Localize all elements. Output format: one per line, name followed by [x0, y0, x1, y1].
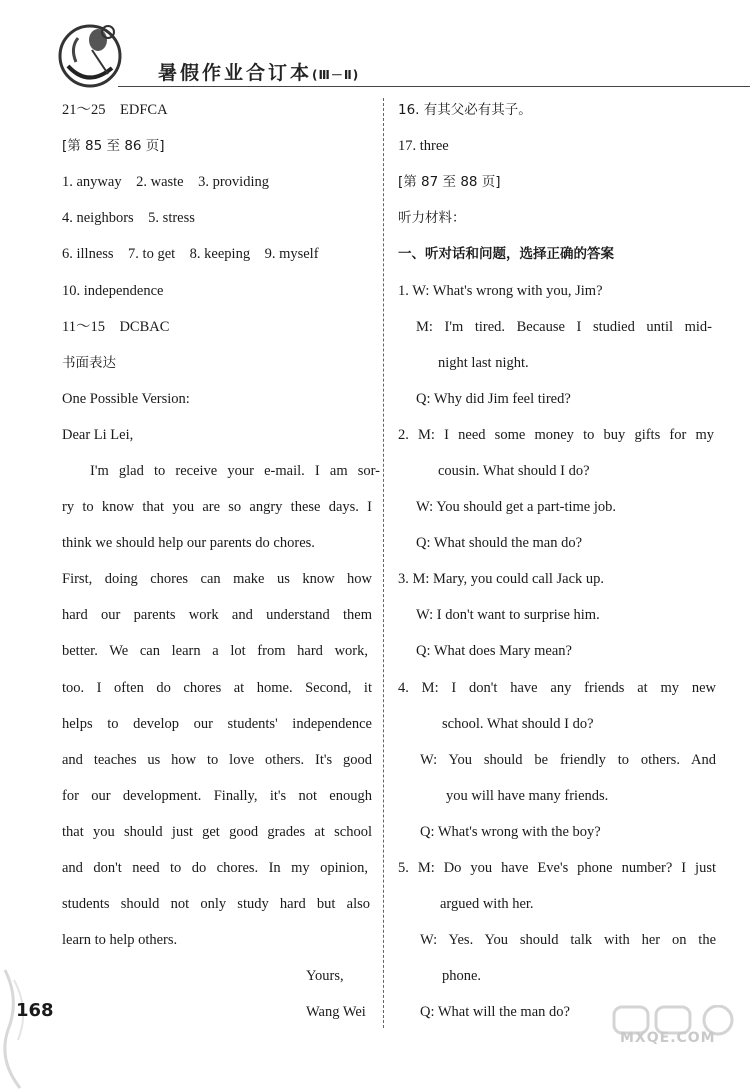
section-heading: 听力材料：	[398, 210, 466, 226]
letter-line: ry to know that you are so angry these days. I	[62, 499, 372, 515]
section-heading: 一、听对话和问题，选择正确的答案	[398, 246, 614, 262]
letter-line: First, doing chores can make us know how	[62, 571, 372, 587]
page-number: 168	[16, 1000, 54, 1021]
dialogue-line: Q: What should the man do?	[416, 535, 583, 551]
letter-line: I'm glad to receive your e-mail. I am sor-	[90, 463, 380, 479]
dialogue-line: 2. M: I need some money to buy gifts for my	[398, 427, 714, 443]
letter-line: think we should help our parents do chores.	[62, 535, 315, 551]
answer-line: 10. independence	[62, 283, 164, 299]
dialogue-line: phone.	[442, 968, 482, 984]
header-title	[158, 58, 359, 85]
answer-line: 17. three	[398, 138, 449, 154]
dialogue-line: W: You should get a part-time job.	[416, 499, 617, 515]
letter-line: for our development. Finally, it's not enough	[62, 788, 372, 804]
text-line: One Possible Version:	[62, 391, 190, 407]
header-volume: (Ⅲ－Ⅱ)	[312, 68, 360, 82]
page-header	[40, 10, 740, 90]
letter-line: learn to help others.	[62, 932, 178, 948]
letter-greeting: Dear Li Lei,	[62, 427, 134, 443]
section-heading: [第 85 至 86 页]	[62, 138, 165, 154]
answer-line: 21～25 EDFCA	[62, 102, 168, 118]
dialogue-line: W: Yes. You should talk with her on the	[420, 932, 716, 948]
dialogue-line: night last night.	[438, 355, 529, 371]
letter-line: that you should just get good grades at school	[62, 824, 372, 840]
dialogue-line: Q: Why did Jim feel tired?	[416, 391, 571, 407]
answer-line: 11～15 DCBAC	[62, 319, 170, 335]
dialogue-line: 5. M: Do you have Eve's phone number? I just	[398, 860, 716, 876]
answer-line: 16. 有其父必有其子。	[398, 102, 532, 118]
letter-line: helps to develop our students' independence	[62, 716, 372, 732]
dialogue-line: 4. M: I don't have any friends at my new	[398, 680, 716, 696]
corner-decoration-icon	[0, 960, 60, 1090]
section-heading: [第 87 至 88 页]	[398, 174, 501, 190]
dialogue-line: Q: What does Mary mean?	[416, 643, 572, 659]
letter-line: hard our parents work and understand them	[62, 607, 372, 623]
answer-line: 4. neighbors 5. stress	[62, 210, 195, 226]
mascot-logo-icon	[48, 18, 128, 90]
column-divider	[383, 98, 384, 1028]
section-heading: 书面表达	[62, 355, 116, 371]
dialogue-line: cousin. What should I do?	[438, 463, 590, 479]
dialogue-line: you will have many friends.	[446, 788, 609, 804]
dialogue-line: Q: What will the man do?	[420, 1004, 570, 1020]
dialogue-line: argued with her.	[440, 896, 534, 912]
header-rule	[118, 86, 750, 87]
header-title-text: 暑假作业合订本	[158, 62, 313, 84]
letter-line: students should not only study hard but also	[62, 896, 370, 912]
dialogue-line: W: I don't want to surprise him.	[416, 607, 600, 623]
dialogue-line: M: I'm tired. Because I studied until mid-	[416, 319, 712, 335]
dialogue-line: school. What should I do?	[442, 716, 594, 732]
letter-line: and teaches us how to love others. It's good	[62, 752, 372, 768]
dialogue-line: W: You should be friendly to others. And	[420, 752, 716, 768]
letter-closing: Yours,	[306, 968, 344, 984]
dialogue-line: 1. W: What's wrong with you, Jim?	[398, 283, 603, 299]
letter-line: better. We can learn a lot from hard work,	[62, 643, 368, 659]
letter-signature: Wang Wei	[306, 1004, 366, 1020]
letter-line: and don't need to do chores. In my opinion,	[62, 860, 368, 876]
watermark-text: MXQE.COM	[620, 1030, 716, 1046]
answer-line: 1. anyway 2. waste 3. providing	[62, 174, 269, 190]
letter-line: too. I often do chores at home. Second, it	[62, 680, 372, 696]
dialogue-line: 3. M: Mary, you could call Jack up.	[398, 571, 605, 587]
dialogue-line: Q: What's wrong with the boy?	[420, 824, 601, 840]
answer-line: 6. illness 7. to get 8. keeping 9. myself	[62, 246, 319, 262]
